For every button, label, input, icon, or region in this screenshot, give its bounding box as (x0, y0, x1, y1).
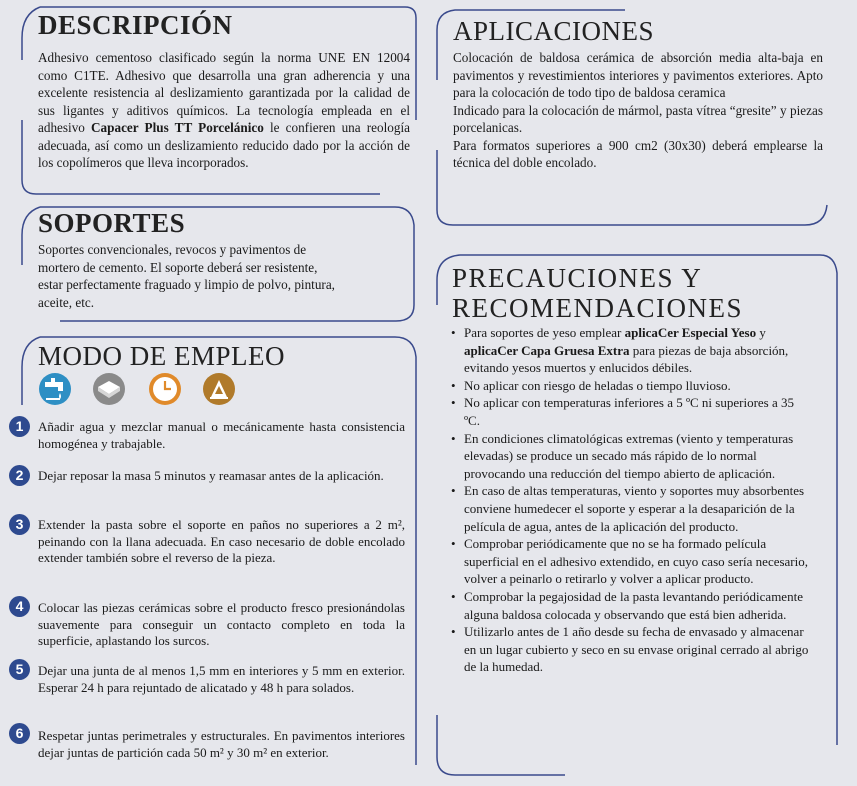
bullet: • (451, 395, 456, 411)
precaucion-text: Utilizarlo antes de 1 año desde su fecha de envasado y almacenar en un lugar cubierto y seco en su envase original cerrado al abrigo de la humedad. (464, 624, 809, 675)
descripcion-text-part: Adhesivo cementoso clasificado según la norma UNE EN 12004 como C1TE. Adhesivo que desarrolla una gran adherencia y una excelente resistencia al deslizamiento garantizada por la calidad de sus ligantes y aditivos químicos. La tecnología empleada en el adhesivo (38, 50, 410, 135)
modo-title: MODO DE EMPLEO (38, 341, 285, 371)
step-text: Colocar las piezas cerámicas sobre el producto fresco presionándolas suavemente para conseguir un contacto completo en toda la superficie, aplastando los surcos. (38, 600, 405, 648)
aplicaciones-text (453, 49, 823, 172)
tile-placing-icon (202, 372, 236, 406)
precaucion-item (451, 324, 813, 377)
soportes-line: estar perfectamente fraguado y limpio de polvo, pintura, (38, 277, 335, 292)
precaucion-text: Comprobar la pegajosidad de la pasta levantando periódicamente alguna baldosa colocada y observando que está bien adherida. (464, 588, 803, 622)
descripcion-text (38, 49, 410, 172)
step-text: Añadir agua y mezclar manual o mecánicamente hasta consistencia homogénea y trabajable. (38, 419, 405, 451)
product-name: aplicaCer Capa Gruesa Extra (464, 342, 630, 358)
precaucion-text: No aplicar con temperaturas inferiores a 5 ºC ni superiores a 35 ºC. (464, 395, 794, 428)
aplicaciones-paragraph: Para formatos superiores a 900 cm2 (30x30) deberá emplearse la técnica del doble encolado. (453, 137, 823, 170)
bullet: • (451, 483, 456, 499)
precaucion-item (451, 482, 813, 535)
bullet: • (451, 624, 456, 640)
step-text: Dejar reposar la masa 5 minutos y reamasar antes de la aplicación. (38, 468, 384, 483)
precaucion-item (451, 535, 813, 588)
precauciones-title (452, 263, 743, 323)
step-number: 5 (9, 659, 30, 680)
precaucion-text: Comprobar periódicamente que no se ha formado película superficial en el adhesivo extendido, en cuyo caso sería necesario, volver a peinarlo o retirarlo y volver a aplicar producto. (464, 536, 808, 587)
product-name: aplicaCer Especial Yeso (624, 325, 757, 340)
soportes-title: SOPORTES (38, 208, 186, 238)
soportes-line: Soportes convencionales, revocos y pavimentos de (38, 242, 307, 257)
step-text: Dejar una junta de al menos 1,5 mm en interiores y 5 mm en exterior. Esperar 24 h para rejuntado de alicatado y 48 h para solados. (38, 663, 405, 695)
bullet: • (451, 588, 456, 604)
precaucion-item (451, 588, 813, 623)
water-tap-icon (38, 372, 72, 406)
soportes-text (38, 241, 418, 311)
bullet: • (451, 430, 456, 446)
step-number: 6 (9, 723, 30, 744)
step-text: Respetar juntas perimetrales y estructurales. En pavimentos interiores dejar juntas de partición cada 50 m² y 30 m² en exterior. (38, 728, 405, 760)
step-number: 1 (9, 416, 30, 437)
bullet: • (451, 377, 456, 393)
soportes-line: aceite, etc. (38, 294, 95, 310)
precaucion-text: y (756, 325, 766, 340)
precaucion-text: No aplicar con riesgo de heladas o tiempo lluvioso. (464, 377, 731, 393)
precaucion-text: para piezas de baja absorción, evitando yesos muertos y enlucidos débiles. (464, 342, 789, 376)
bullet: • (451, 536, 456, 552)
clock-icon (148, 372, 182, 406)
precaucion-text: En caso de altas temperaturas, viento y soportes muy absorbentes conviene humedecer el soporte y esperar a la desaparición de la película de agua, antes de la aplicación del producto. (464, 483, 805, 534)
soportes-line: mortero de cemento. El soporte deberá ser resistente, (38, 259, 318, 275)
step-number: 2 (9, 465, 30, 486)
aplicaciones-paragraph: Colocación de baldosa cerámica de absorción media alta-baja en pavimentos y revestimientos interiores y pavimentos exteriores. Apto para la colocación de todo tipo de baldosa ceramica (453, 50, 823, 100)
precaucion-text: Para soportes de yeso emplear (464, 325, 625, 340)
precaucion-item (451, 377, 813, 395)
step-number: 3 (9, 514, 30, 535)
precaucion-item (451, 430, 813, 483)
bullet: • (451, 325, 456, 340)
descripcion-title: DESCRIPCIÓN (38, 10, 233, 40)
aplicaciones-title: APLICACIONES (453, 16, 655, 46)
precaucion-item (451, 394, 813, 429)
precauciones-title-line: PRECAUCIONES Y (452, 263, 703, 293)
aplicaciones-paragraph: Indicado para la colocación de mármol, pasta vítrea “gresite” y piezas porcelanicas. (453, 102, 823, 135)
precaucion-text: En condiciones climatológicas extremas (viento y temperaturas elevadas) se produce un secado más rápido de lo normal provocando una reducción del tiempo abierto de aplicación. (464, 430, 794, 481)
precauciones-list (451, 324, 813, 676)
precauciones-title-line: RECOMENDACIONES (452, 293, 744, 323)
descripcion-text-part: le confieren una reología adecuada, así como un deslizamiento reducido dado por la acción de los copolímeros que lleva incorporados. (38, 120, 410, 170)
step-text: Extender la pasta sobre el soporte en paños no superiores a 2 m², peinando con la llana adecuada. En caso necesario de doble encolado extender también sobre el reverso de la pieza. (38, 517, 405, 565)
precaucion-item (451, 623, 813, 676)
step-number: 4 (9, 596, 30, 617)
product-name: Capacer Plus TT Porcelánico (91, 120, 264, 135)
tray-icon (92, 372, 126, 406)
